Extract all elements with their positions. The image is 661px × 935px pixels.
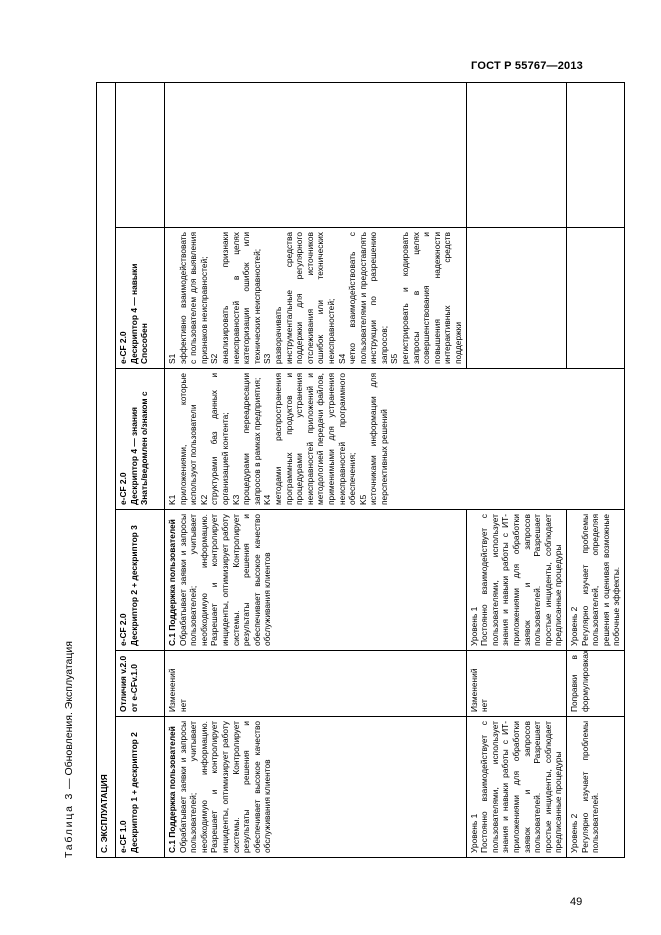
skills-line: регистрировать и кодировать запросы в целях совершенствования и повышения надежности интерактивных средств поддержки	[400, 232, 464, 364]
header-ecf2-d23	[116, 510, 165, 651]
level1-label: Уровень 1	[468, 813, 479, 853]
level2-text: Регулярно изучает проблемы пользователей.	[579, 721, 601, 853]
header-skills-line3: Способен	[139, 323, 150, 364]
knowledge-line: K3	[230, 494, 241, 505]
knowledge-line: K2	[198, 494, 209, 505]
header-empty	[116, 82, 165, 227]
knowledge-line: источниками информации для перспективных решений	[368, 373, 389, 505]
header-skills-line2: Дескриптор 4 — навыки	[128, 263, 139, 364]
cell-ecf2-c1	[165, 510, 467, 651]
cell-empty-r2	[466, 82, 566, 227]
knowledge-line: K5	[357, 494, 368, 505]
knowledge-line: приложениями, которые используют пользователи	[177, 373, 199, 505]
cell-ecf1-c1	[165, 717, 467, 858]
cell-empty-r3	[566, 82, 624, 227]
rotated-table-area	[44, 83, 622, 858]
cell-diff-level2: Поправки в формулировках	[566, 651, 624, 717]
c1-v2-text: Обрабатывает заявки и запросы пользователей; учитывает необходимую информацию. Разрешает и контролирует инциденты, оптимизирует работу системы. Контролирует результаты решения и обеспечивает высокое качество обслуживания клиентов	[177, 514, 273, 646]
caption-text: — Обновления. Эксплуатация	[63, 641, 75, 792]
cell-ecf2-level2	[566, 510, 624, 651]
table-caption	[44, 641, 94, 858]
knowledge-line: процедурами переадресации запросов в рамках предприятия;	[241, 373, 262, 505]
header-skills	[116, 228, 165, 369]
cell-diff-c1: Изменений нет	[165, 651, 467, 717]
header-ecf2-d23-line1: e-CF 2.0	[118, 613, 128, 646]
header-diff-line2: от e-CFv.1.0	[128, 664, 139, 712]
header-knowledge-line1: e-CF 2.0	[118, 472, 128, 505]
skills-line: S5	[389, 353, 400, 364]
header-ecf1-line2: Дескриптор 1 + дескриптор 2	[128, 732, 139, 853]
section-row	[97, 82, 116, 857]
skills-line: анализировать признаки неисправностей в целях категоризации ошибок или технических неисправностей;	[219, 232, 262, 364]
cell-knowledge	[165, 369, 625, 510]
skills-line: эффективно взаимодействовать с пользователем для выявления признаков неисправностей;	[177, 232, 209, 364]
cell-ecf2-level1	[466, 510, 566, 651]
knowledge-line: методами распространения программных продуктов и процедурами устранения неисправностей приложений и методологией передачи файлов, применимыми для устранения неисправностей программного обеспечения;	[272, 373, 358, 505]
cell-skills-r3	[566, 228, 624, 369]
header-skills-line1: e-CF 2.0	[118, 331, 128, 364]
header-knowledge-line3: Знать/ведомлен о/знаком с	[139, 391, 150, 505]
skills-line: четко взаимодействовать с пользователями и предоставлять инструкции по разрешению запросов;	[347, 232, 389, 364]
table-row	[165, 82, 467, 857]
skills-line: разворачивать инструментальные средства поддержки для регулярного отслеживания источников ошибок или технических неисправностей;	[272, 232, 336, 364]
cell-skills	[165, 228, 467, 369]
header-ecf1	[116, 717, 165, 858]
level2-v2-text: Регулярно изучает проблемы пользователей, определяя решения и оценивая возможные побочные эффекты.	[579, 514, 622, 646]
cell-skills-r2	[466, 228, 566, 369]
header-knowledge-line2: Дескриптор 4 — знания	[128, 407, 139, 505]
standard-designation: ГОСТ Р 55767—2013	[471, 60, 583, 72]
c1-text: Обрабатывает заявки и запросы пользователей; учитывает необходимую информацию. Разрешает и контролирует инциденты, оптимизирует работу системы. Контролирует результаты решения и обеспечивает высокое качество обслуживания клиентов	[177, 721, 273, 853]
c1-title: С.1 Поддержка пользователей	[167, 726, 177, 853]
cell-ecf1-level1	[466, 717, 566, 858]
cell-ecf1-level2	[566, 717, 624, 858]
c1-v2-title: С.1 Поддержка пользователей	[167, 519, 177, 646]
skills-line: S1	[167, 353, 177, 364]
level2-label: Уровень 2	[568, 813, 579, 853]
header-ecf2-d23-line2: Дескриптор 2 + дескриптор 3	[128, 525, 139, 646]
level1-v2-text: Постоянно взаимодействует с пользователями, использует знания и навыки работы с ИТ-приложениями для обработки заявок и запросов пользователей. Разрешает простые инциденты, соблюдает предписанные процедуры	[479, 514, 564, 646]
skills-line: S2	[209, 353, 220, 364]
section-title: С. ЭКСПЛУАТАЦИЯ	[97, 82, 116, 857]
knowledge-line: K1	[167, 494, 177, 505]
header-knowledge	[116, 369, 165, 510]
header-row	[116, 82, 165, 857]
header-diff-line1: Отличия v.2.0	[118, 655, 128, 712]
skills-line: S4	[336, 353, 347, 364]
competence-table	[96, 82, 625, 858]
page-number: 49	[570, 896, 583, 908]
caption-label: Таблица 3	[63, 791, 75, 858]
knowledge-line: структурами баз данных и организацией контента;	[209, 373, 230, 505]
level1-v2-label: Уровень 1	[468, 606, 479, 646]
header-ecf1-line1: e-CF 1.0	[118, 820, 128, 853]
header-diff	[116, 651, 165, 717]
skills-line: S3	[262, 353, 273, 364]
level1-text: Постоянно взаимодействует с пользователями, использует знания и навыки работы с ИТ-приложениями для обработки заявок и запросов пользователей. Разрешает простые инциденты, соблюдает предписанные процедуры	[479, 721, 564, 853]
cell-empty-r1	[165, 82, 467, 227]
level2-v2-label: Уровень 2	[568, 606, 579, 646]
cell-diff-level1: Изменений нет	[466, 651, 566, 717]
knowledge-line: K4	[262, 494, 273, 505]
